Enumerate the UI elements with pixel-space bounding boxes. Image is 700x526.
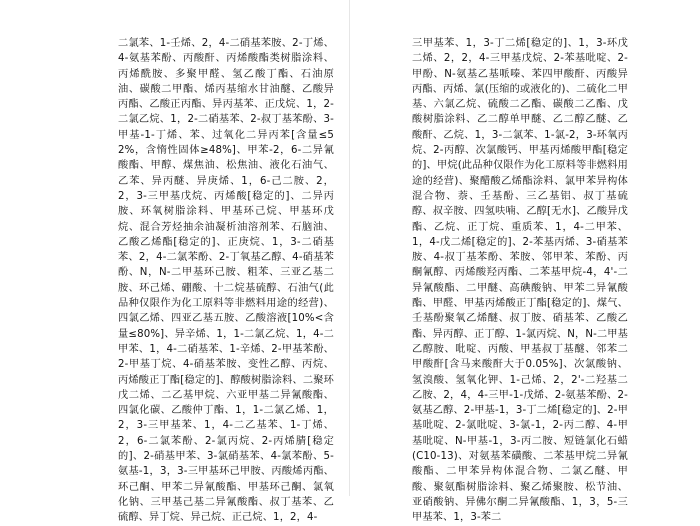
right-page-text: 三甲基苯、1，3-丁二烯[稳定的]、1，3-环戊二烯、2，2，4-三甲基戊烷、2-苯基吡啶、2-甲酚、N-氨基乙基哌嗪、苯四甲酸酐、丙酸异丙酯、丙烯、氯(压缩的或液化的)、二硫化二甲基、六氯乙烷、硫酸二乙酯、碳酸二乙酯、戊酸树脂涂料、乙二醇单甲醚、乙二醇乙醚、乙酸酐、乙烷、1，3-二氯苯、1-氯-2，3-环氧丙烷、2-丙醇、次氯酸钙、甲基丙烯酸甲酯[稳定的]、甲烷(此品种仅限作为化工原料等非燃料用途的经营)、聚醋酸乙烯酯涂料、氯甲苯异构体混合物、萘、壬基酚、三乙基铝、叔丁基硫醇、叔辛胺、四氢呋喃、乙醇[无水]、乙酸异戊酯、乙烷、正丁烷、重质苯、1，4-二甲苯、1，4-戊二烯[稳定的]、2-苯基丙烯、3-硝基苯胺、4-叔丁基苯酚、苯胺、邻甲苯、苯酚、丙酮氰醇、丙烯酸羟丙酯、二苯基甲烷-4，4'-二异氰酸酯、二甲醚、高碘酸钠、甲苯二异氰酸酯、甲醛、甲基丙烯酸正丁酯[稳定的]、煤气、壬基酚聚氧乙烯醚、叔丁胺、硝基苯、乙酸乙酯、异丙醇、正丁醇、1-氯丙烷、N，N-二甲基乙醇胺、吡啶、丙酸、甲基叔丁基醚、邻苯二甲酸酐[含马来酸酐大于0.05%]、次氯酸钠、氢溴酸、氢氧化钾、1-己烯、2，2'-二羟基二乙胺、2，4，4-三甲-1-戊烯、2-氨基苯酚、2-氨基乙醇、2-甲基-1，3-丁二烯[稳定的]、2-甲基吡啶、2-氯吡啶、3-氯-1，2-丙二醇、4-甲基吡啶、N-甲基-1，3-丙二胺、短链氯化石蜡(C10-13)、对氨基苯磺酸、二苯基甲烷二异氰酸酯、二甲苯异构体混合物、二氯乙醚、甲酸、聚氨酯树脂涂料、聚乙烯聚胺、松节油、亚硝酸钠、异佛尔酮二异氰酸酯、1，3，5-三甲基苯、1，3-苯二 bbox=[412, 38, 628, 524]
right-page bbox=[350, 0, 700, 524]
left-page bbox=[0, 0, 350, 524]
left-page-text: 二氯苯、1-壬烯、2，4-二硝基苯胺、2-丁烯、4-氨基苯酚、丙酸酐、丙烯酸酯类树脂涂料、丙烯酰胺、多聚甲醛、氢乙酸丁酯、石油原油、碳酸二甲酯、烯丙基缩水甘油醚、乙酸异丙酯、乙酸正丙酯、异丙基苯、正戊烷、1，2-二氯乙烷、1，2-二硝基苯、2-叔丁基苯酚、3-甲基-1-丁烯、苯、过氧化二异丙苯[含量≤52%，含惰性固体≥48%]、甲苯-2，6-二异氰酸酯、甲醇、煤焦油、松焦油、液化石油气、乙苯、异丙醚、异庚烯、1，6-己二胺、2，2，3-三甲基戊烷、丙烯酸[稳定的]、二异丙胺、环氧树脂涂料、甲基环己烷、甲基环戊烷、混合芳烃抽余油凝析油溶剂苯、石脑油、乙酸乙烯酯[稳定的]、正庚烷、1，3-二硝基苯、2，4-二氯苯酚、2-丁氧基乙醇、4-硝基苯酚、N，N-二甲基环己胺、粗苯、三亚乙基二胺、环己烯、硼酸、十二烷基硫醇、石油气(此品种仅限作为化工原料等非燃料用途的经营)、四氯乙烯、四亚乙基五胺、乙酸溶液[10%<含量≤80%]、异辛烯、1，1-二氯乙烷、1，4-二甲苯、1，4-二硝基苯、1-辛烯、2-甲基苯酚、2-甲基丁烷、4-硝基苯胺、变性乙醇、丙烷、丙烯酸正丁酯[稳定的]、醇酸树脂涂料、二聚环戊二烯、二乙基甲烷、六亚甲基二异氰酸酯、四氯化碳、乙酸仲丁酯、1，1-二氯乙烯、1，2，3-三甲基苯、1，4-二乙基苯、1-丁烯、2，6-二氯苯酚、2-氯丙烷、2-丙烯腈[稳定的]、2-硝基甲苯、3-氯硝基苯、4-氯苯酚、5-氨基-1，3，3-三甲基环己甲胺、丙酸烯丙酯、环己酮、甲苯二异氰酸酯、甲基环己酮、氯氧化钠、三甲基己基二异氰酸酯、叔丁基苯、乙硫醇、异丁烷、异己烷、正己烷、1，2，4- bbox=[118, 38, 334, 524]
